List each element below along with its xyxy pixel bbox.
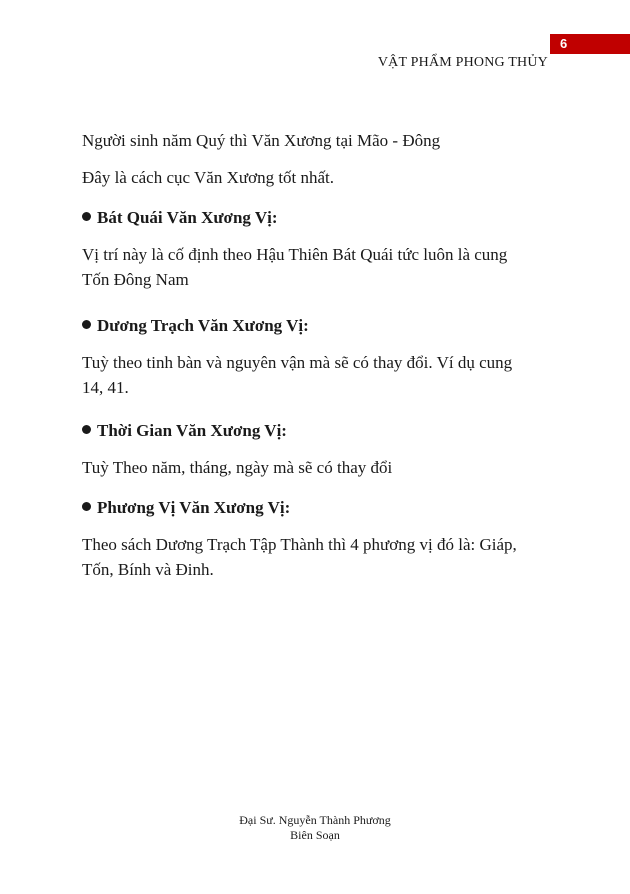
bullet-icon: [82, 502, 91, 511]
paragraph: Tuỳ theo tinh bàn và nguyên vận mà sẽ có thay đổi. Ví dụ cung 14, 41.: [82, 353, 513, 397]
paragraph: Tuỳ Theo năm, tháng, ngày mà sẽ có thay đổi: [82, 458, 393, 477]
section-heading: Bát Quái Văn Xương Vị:: [82, 205, 552, 230]
bullet-icon: [82, 425, 91, 434]
page-number-badge: [550, 34, 630, 54]
footer: [0, 813, 630, 843]
section-heading: Dương Trạch Văn Xương Vị:: [82, 313, 552, 338]
section-heading: Thời Gian Văn Xương Vị:: [82, 418, 552, 443]
page-number: 6: [560, 36, 568, 51]
footer-author: Đại Sư. Nguyễn Thành Phương: [239, 813, 391, 827]
paragraph: Theo sách Dương Trạch Tập Thành thì 4 phương vị đó là: Giáp, Tốn, Bính và Đinh.: [82, 535, 517, 579]
paragraph: Vị trí này là cố định theo Hậu Thiên Bát Quái tức luôn là cung Tốn Đông Nam: [82, 245, 508, 289]
page-content: [82, 128, 552, 582]
footer-role: Biên Soạn: [290, 828, 340, 842]
paragraph: Đây là cách cục Văn Xương tốt nhất.: [82, 168, 335, 187]
section-heading: Phương Vị Văn Xương Vị:: [82, 495, 552, 520]
paragraph: Người sinh năm Quý thì Văn Xương tại Mão - Đông: [82, 131, 441, 150]
bullet-icon: [82, 212, 91, 221]
header-title: VẬT PHẨM PHONG THỦY: [377, 55, 548, 70]
bullet-icon: [82, 320, 91, 329]
